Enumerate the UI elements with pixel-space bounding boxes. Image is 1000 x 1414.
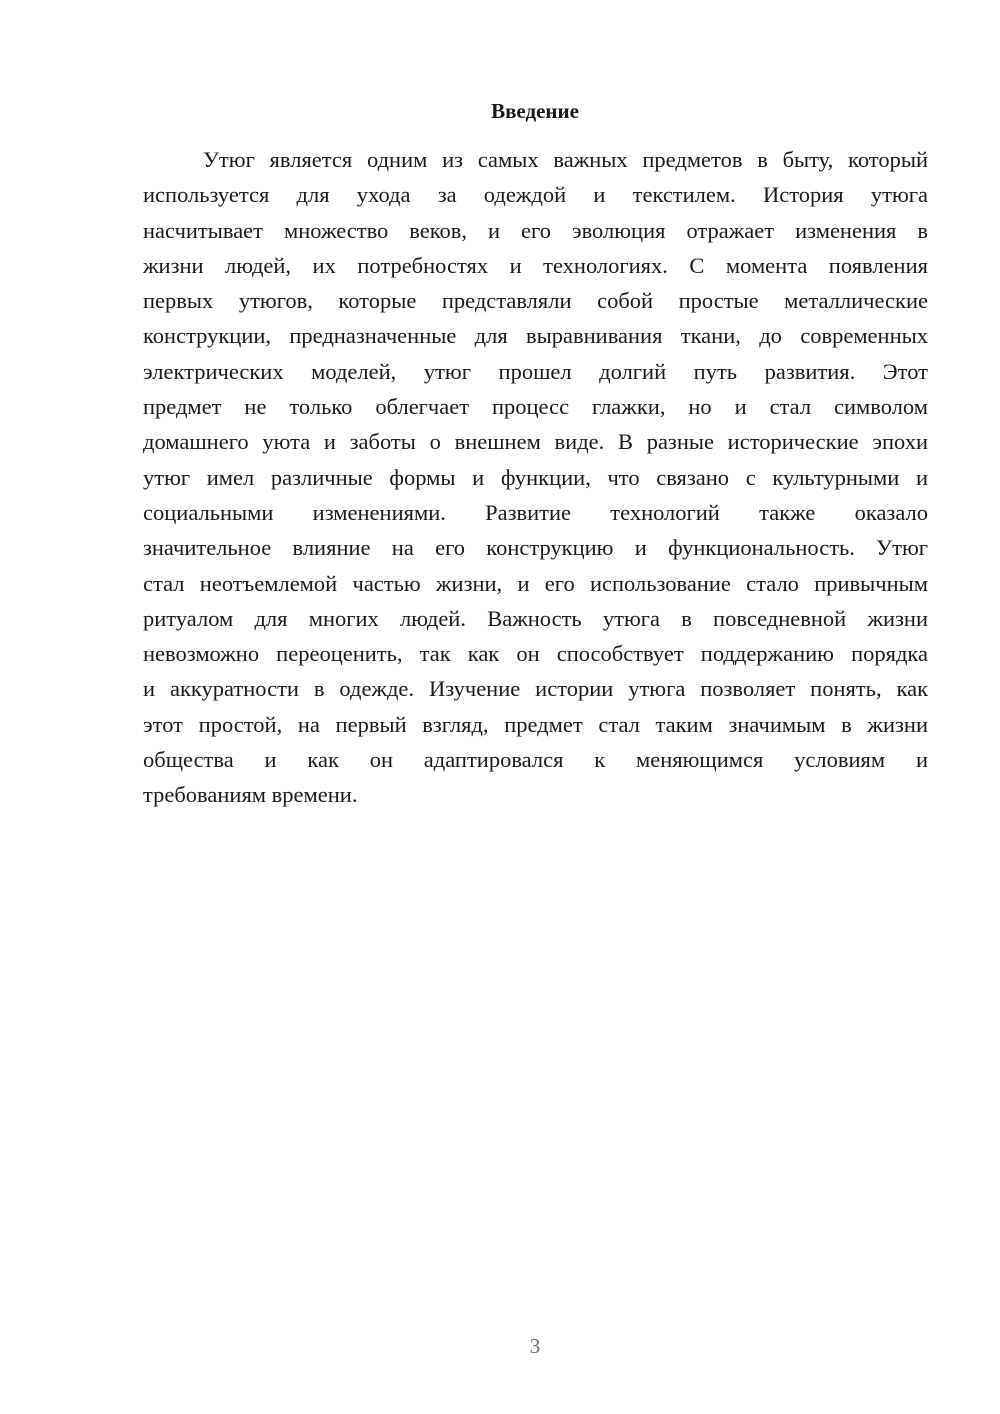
paragraph-line: конструкции, предназначенные для выравнивания ткани, до современных xyxy=(143,323,928,349)
section-heading: Введение xyxy=(491,99,579,123)
paragraph-line: социальными изменениями. Развитие технологий также оказало xyxy=(143,499,928,525)
paragraph-line: общества и как он адаптировался к меняющимся условиям и xyxy=(143,747,928,773)
paragraph-line: насчитывает множество веков, и его эволюция отражает изменения в xyxy=(143,217,928,243)
paragraph-line: этот простой, на первый взгляд, предмет стал таким значимым в жизни xyxy=(143,711,928,737)
paragraph-line: электрических моделей, утюг прошел долгий путь развития. Этот xyxy=(143,358,928,384)
paragraph-line: значительное влияние на его конструкцию и функциональность. Утюг xyxy=(143,535,928,561)
paragraph-line: используется для ухода за одеждой и текстилем. История утюга xyxy=(143,182,928,208)
paragraph-line: первых утюгов, которые представляли собой простые металлические xyxy=(143,288,928,314)
paragraph-line: утюг имел различные формы и функции, что связано с культурными и xyxy=(143,464,928,490)
paragraph-line: и аккуратности в одежде. Изучение истории утюга позволяет понять, как xyxy=(143,676,928,702)
introduction-paragraph xyxy=(143,142,928,813)
paragraph-line: ритуалом для многих людей. Важность утюга в повседневной жизни xyxy=(143,605,928,631)
paragraph-line: стал неотъемлемой частью жизни, и его использование стало привычным xyxy=(143,570,928,596)
paragraph-line: домашнего уюта и заботы о внешнем виде. В разные исторические эпохи xyxy=(143,429,928,455)
paragraph-line: требованиям времени. xyxy=(143,782,358,808)
paragraph-line: жизни людей, их потребностях и технологиях. С момента появления xyxy=(143,252,928,278)
paragraph-line: невозможно переоценить, так как он способствует поддержанию порядка xyxy=(143,641,928,667)
page-number: 3 xyxy=(529,1334,541,1358)
paragraph-line: Утюг является одним из самых важных предметов в быту, который xyxy=(203,147,928,172)
paragraph-line: предмет не только облегчает процесс глажки, но и стал символом xyxy=(143,394,928,420)
